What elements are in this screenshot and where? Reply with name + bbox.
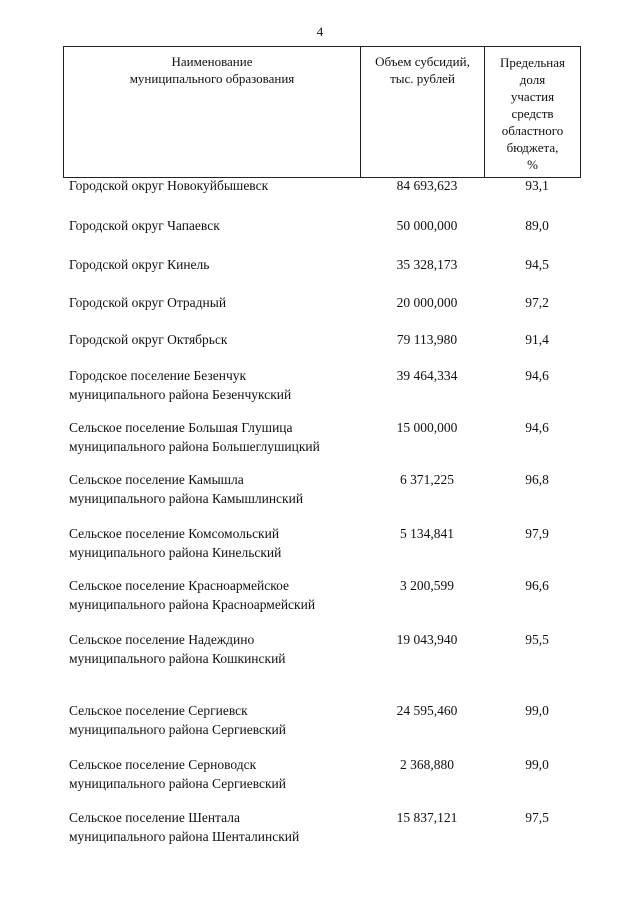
row-name-line: Городской округ Кинель — [69, 257, 210, 272]
row-share: 97,9 — [525, 526, 549, 541]
row-amount: 15 837,121 — [396, 810, 458, 825]
row-name-line: Сельское поселение Камышла — [69, 472, 244, 487]
row-amount: 24 595,460 — [396, 703, 458, 718]
header-name-line: Наименование — [171, 54, 253, 69]
row-name-line: Городской округ Октябрьск — [69, 332, 228, 347]
row-name — [69, 418, 369, 456]
row-amount: 39 464,334 — [396, 368, 458, 383]
row-name-line: Сельское поселение Красноармейское — [69, 578, 289, 593]
row-name-line: муниципального района Кошкинский — [69, 651, 286, 666]
row-share: 99,0 — [525, 703, 549, 718]
row-name-line: муниципального района Камышлинский — [69, 491, 304, 506]
header-share-line: % — [527, 157, 538, 172]
row-share: 94,6 — [525, 420, 549, 435]
row-name — [69, 701, 369, 739]
row-share: 94,6 — [525, 368, 549, 383]
row-share: 96,8 — [525, 472, 549, 487]
header-share-column — [485, 47, 580, 177]
row-name — [69, 755, 369, 793]
row-amount: 5 134,841 — [400, 526, 454, 541]
header-share-line: областного — [501, 123, 564, 138]
row-name — [69, 176, 369, 195]
row-name-line: муниципального района Безенчукский — [69, 387, 292, 402]
row-name-line: муниципального района Шенталинский — [69, 829, 300, 844]
row-name — [69, 630, 369, 668]
row-name — [69, 524, 369, 562]
row-name-line: муниципального района Кинельский — [69, 545, 282, 560]
row-name — [69, 216, 369, 235]
row-share: 97,5 — [525, 810, 549, 825]
row-amount: 35 328,173 — [396, 257, 458, 272]
row-name-line: Сельское поселение Шентала — [69, 810, 240, 825]
row-amount: 3 200,599 — [400, 578, 454, 593]
row-name — [69, 255, 369, 274]
row-name-line: Сельское поселение Сергиевск — [69, 703, 248, 718]
row-amount: 6 371,225 — [400, 472, 454, 487]
page-number: 4 — [316, 24, 324, 39]
row-name-line: муниципального района Большеглушицкий — [69, 439, 320, 454]
row-amount: 50 000,000 — [396, 218, 458, 233]
header-name-column — [64, 47, 361, 177]
row-name-line: Городской округ Отрадный — [69, 295, 227, 310]
row-amount: 20 000,000 — [396, 295, 458, 310]
row-share: 97,2 — [525, 295, 549, 310]
row-share: 94,5 — [525, 257, 549, 272]
row-name — [69, 330, 369, 349]
row-share: 96,6 — [525, 578, 549, 593]
row-amount: 19 043,940 — [396, 632, 458, 647]
row-name-line: Сельское поселение Серноводск — [69, 757, 257, 772]
row-name-line: муниципального района Сергиевский — [69, 776, 286, 791]
header-share-line: бюджета, — [506, 140, 559, 155]
header-amount-line: Объем субсидий, — [375, 54, 470, 69]
row-amount: 15 000,000 — [396, 420, 458, 435]
row-name-line: муниципального района Сергиевский — [69, 722, 286, 737]
row-name — [69, 808, 369, 846]
row-name — [69, 470, 369, 508]
row-share: 93,1 — [525, 178, 549, 193]
row-name-line: Городской округ Чапаевск — [69, 218, 220, 233]
header-share-line: Предельная — [500, 55, 565, 70]
header-amount-column — [361, 47, 485, 177]
row-amount: 84 693,623 — [396, 178, 458, 193]
table-header — [63, 46, 581, 178]
row-name-line: Городское поселение Безенчук — [69, 368, 247, 383]
row-name — [69, 293, 369, 312]
header-share-line: доля — [519, 72, 546, 87]
row-name-line: Сельское поселение Комсомольский — [69, 526, 280, 541]
row-share: 89,0 — [525, 218, 549, 233]
row-amount: 2 368,880 — [400, 757, 454, 772]
row-name-line: Сельское поселение Большая Глушица — [69, 420, 293, 435]
header-amount-line: тыс. рублей — [390, 71, 455, 86]
row-name-line: муниципального района Красноармейский — [69, 597, 316, 612]
row-name-line: Городской округ Новокуйбышевск — [69, 178, 269, 193]
header-share-line: участия — [510, 89, 555, 104]
row-share: 95,5 — [525, 632, 549, 647]
row-share: 91,4 — [525, 332, 549, 347]
row-share: 99,0 — [525, 757, 549, 772]
row-amount: 79 113,980 — [396, 332, 458, 347]
header-name-line: муниципального образования — [129, 71, 295, 86]
row-name-line: Сельское поселение Надеждино — [69, 632, 255, 647]
row-name — [69, 576, 369, 614]
header-share-line: средств — [511, 106, 554, 121]
row-name — [69, 366, 369, 404]
